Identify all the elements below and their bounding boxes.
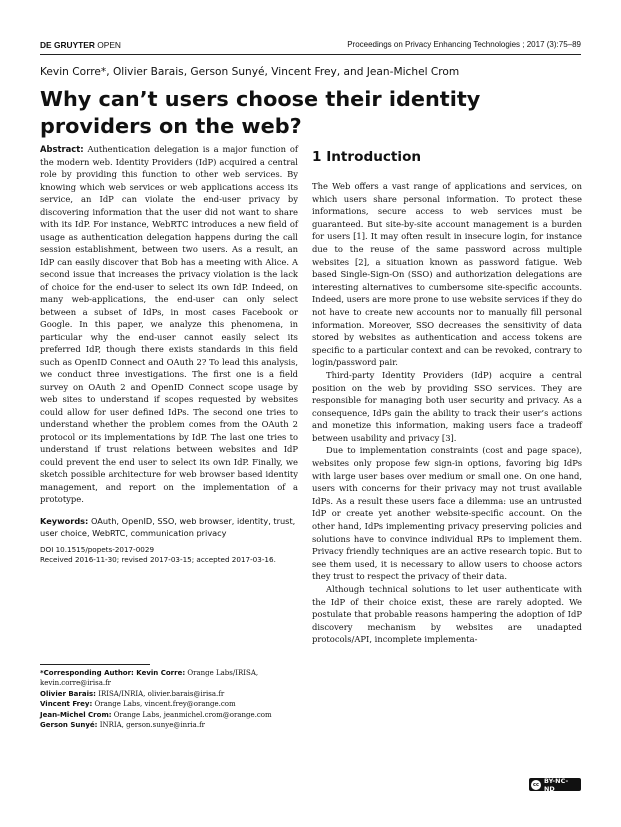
left-column	[40, 143, 298, 566]
doi: DOI 10.1515/popets-2017-0029	[40, 544, 155, 554]
footnote-affiliation: INRIA, gerson.sunye@inria.fr	[99, 721, 206, 730]
publisher-name: DE GRUYTER	[40, 40, 95, 50]
footnote-author: Jean-Michel Crom:	[40, 710, 112, 719]
author-list: Kevin Corre*, Olivier Barais, Gerson Sunyé, Vincent Frey, and Jean-Michel Crom	[40, 66, 460, 78]
keywords-text: OAuth, OpenID, SSO, web browser, identity, trust, user choice, WebRTC, communication privacy	[40, 515, 296, 538]
footnote-author: Vincent Frey:	[40, 700, 93, 709]
footnote-divider	[40, 664, 150, 665]
footnote-author: *Corresponding Author: Kevin Corre:	[40, 669, 186, 677]
body-paragraph: Third-party Identity Providers (IdP) acquire a central position on the web by providing SSO services. They are responsible for managing both user security and privacy. As a consequence, IdPs gain the ability to track their user’s actions and monetize this information, making users face a tradeoff between usability and privacy [3].	[312, 369, 582, 443]
introduction-body	[312, 180, 582, 646]
page-header	[40, 40, 581, 54]
footnote-item	[40, 699, 298, 709]
footnote-affiliation: Orange Labs, jeanmichel.crom@orange.com	[113, 710, 272, 719]
footnote-item	[40, 710, 298, 720]
body-paragraph: Due to implementation constraints (cost and page space), websites only propose few sign-in options, favoring big IdPs with large user bases over medium or small one. On one hand, users with concerns for their privacy may not trust available IdPs. As a result these users face a dilemma: use an untrusted IdP or create yet another website-specific account. On the other hand, IdPs implementing privacy preserving policies and solutions have to convince individual RPs to implement them. Privacy friendly techniques are an active research topic. But to see them used, it is necessary to allow users to choose actors they trust to respect the privacy of their data.	[312, 445, 582, 582]
publisher-imprint: OPEN	[97, 40, 121, 50]
body-paragraph: Although technical solutions to let user authenticate with the IdP of their choice exist, these are rarely adopted. We postulate that probable reasons hampering the adoption of IdP discovery mechanism by websites are unadapted protocols/API, incomplete implementa-	[312, 584, 582, 645]
journal-citation: Proceedings on Privacy Enhancing Technologies ; 2017 (3):75–89	[347, 40, 581, 49]
footnote-affiliation: Orange Labs/IRISA, kevin.corre@irisa.fr	[40, 669, 259, 688]
received-dates: Received 2016-11-30; revised 2017-03-15; accepted 2017-03-16.	[40, 555, 276, 565]
body-paragraph: The Web offers a vast range of applications and services, on which users share personal information. To protect these informations, secure access to web services must be guaranteed. But site-by-site account management is a burden for users [1]. It may often result in insecure login, for instance due to the reuse of the same password across multiple websites [2], a situation known as password fatigue. Web based Single-Sign-On (SSO) and authorization delegations are interesting alternatives to cumbersome site-specific accounts. Indeed, users are more prone to use website services if they do not have to create new accounts nor to manually fill personal information. Moreover, SSO decreases the sensitivity of data stored by websites as authentication and access tokens are specific to a particular context and can be revoked, contrary to login/password pair.	[312, 181, 582, 368]
cc-icon: cc	[531, 780, 541, 790]
footnote-affiliation: IRISA/INRIA, olivier.barais@irisa.fr	[98, 689, 225, 698]
author-footnotes	[40, 664, 298, 730]
footnote-item	[40, 720, 298, 730]
keywords	[40, 515, 298, 539]
abstract-text: Authentication delegation is a major function of the modern web. Identity Providers (IdP) acquired a central role by providing this function to other web services. By knowing which web services or web applications access its service, an IdP can violate the end-user privacy by discovering information that the user did not want to share with its IdP. For instance, WebRTC introduces a new field of usage as authentication delegation happens during the call session establishment, between two users. As a result, an IdP can easily discover that Bob has a meeting with Alice. A second issue that increases the privacy violation is the lack of choice for the end-user to select its own IdP. Indeed, on many web-applications, the end-user can only select between a subset of IdPs, in most cases Facebook or Google. In this paper, we analyze this phenomena, in particular why the end-user cannot easily select its preferred IdP, though there exists standards in this field such as OpenID Connect and OAuth 2? To lead this analysis, we conduct three investigations. The first one is a field survey on OAuth 2 and OpenID Connect scope usage by web sites to understand if scopes requested by websites could allow for user defined IdPs. The second one tries to understand whether the problem comes from the OAuth 2 protocol or its implementations by IdP. The last one tries to understand if trust relations between websites and IdP could prevent the end user to select its own IdP. Finally, we sketch possible architecture for web browser based identity management, and report on the implementation of a prototype.	[40, 144, 298, 504]
header-divider	[40, 54, 581, 55]
footnote-author: Olivier Barais:	[40, 689, 96, 698]
footnote-item	[40, 668, 298, 689]
paper-title: Why can’t users choose their identity providers on the web?	[40, 87, 481, 138]
publisher	[40, 40, 121, 50]
keywords-label: Keywords:	[40, 515, 89, 526]
abstract-label: Abstract:	[40, 144, 84, 154]
footnote-affiliation: Orange Labs, vincent.frey@orange.com	[94, 700, 236, 709]
license-text: BY-NC-ND	[543, 776, 569, 793]
footnote-author: Gerson Sunyé:	[40, 721, 98, 730]
footnote-item	[40, 689, 298, 699]
license-badge	[529, 778, 581, 791]
section-heading: 1 Introduction	[312, 149, 422, 165]
abstract	[40, 143, 298, 506]
